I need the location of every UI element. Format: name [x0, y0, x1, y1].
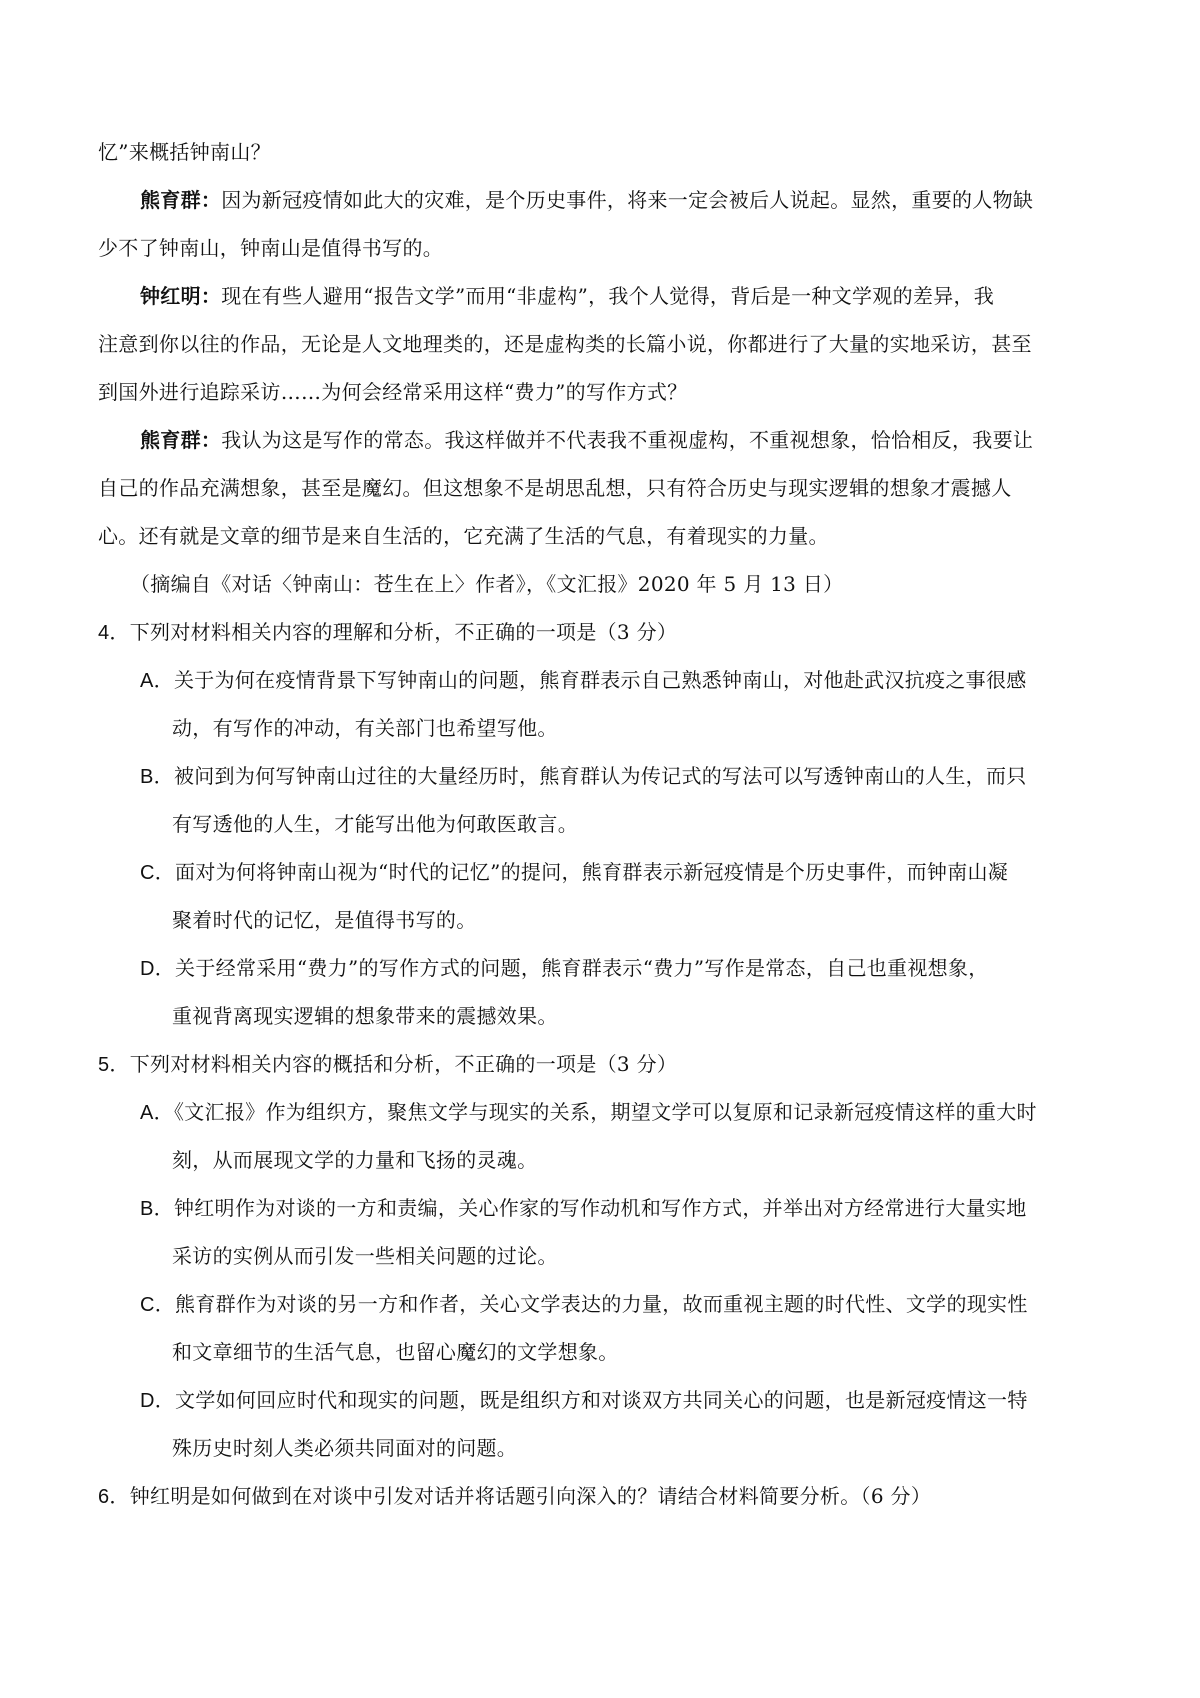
- option-text-line: 重视背离现实逻辑的想象带来的震撼效果。: [172, 1004, 558, 1028]
- question-stem: 钟红明是如何做到在对谈中引发对话并将话题引向深入的？请结合材料简要分析。（6 分）: [129, 1484, 932, 1508]
- option-letter: C．: [140, 862, 176, 884]
- option-text-line: 采访的实例从而引发一些相关问题的过论。: [172, 1244, 558, 1268]
- question-6: [98, 1482, 931, 1511]
- option-text: 面对为何将钟南山视为“时代的记忆”的提问，熊育群表示新冠疫情是个历史事件，而钟南山凝: [175, 860, 1009, 884]
- option-5c: [140, 1290, 1028, 1319]
- question-4: [98, 618, 677, 647]
- dialogue-text: 我认为这是写作的常态。我这样做并不代表我不重视虚构，不重视想象，恰恰相反，我要让: [221, 428, 1034, 452]
- dialogue-text-line: 心。还有就是文章的细节是来自生活的，它充满了生活的气息，有着现实的力量。: [98, 524, 829, 548]
- speaker-name: 熊育群：: [140, 428, 222, 452]
- option-text: 关于经常采用“费力”的写作方式的问题，熊育群表示“费力”写作是常态，自己也重视想象，: [175, 956, 989, 980]
- dialogue-turn-zhong: [140, 282, 994, 310]
- dialogue-text-line: 到国外进行追踪采访……为何会经常采用这样“费力”的写作方式？: [98, 380, 688, 404]
- option-text-line: 和文章细节的生活气息，也留心魔幻的文学想象。: [172, 1340, 619, 1364]
- option-text: 文学如何回应时代和现实的问题，既是组织方和对谈双方共同关心的问题，也是新冠疫情这一特: [175, 1388, 1028, 1412]
- option-letter: B．: [140, 1198, 174, 1220]
- option-4c: [140, 858, 1008, 887]
- dialogue-text: 现在有些人避用“报告文学”而用“非虚构”，我个人觉得，背后是一种文学观的差异，我: [221, 284, 995, 308]
- option-5b: [140, 1194, 1027, 1223]
- option-4d: [140, 954, 989, 983]
- option-4b: [140, 762, 1027, 791]
- option-5a: [140, 1098, 1037, 1127]
- option-letter: D．: [140, 958, 176, 980]
- question-number: 5．: [98, 1054, 130, 1076]
- option-text-line: 刻，从而展现文学的力量和飞扬的灵魂。: [172, 1148, 538, 1172]
- option-text-line: 动，有写作的冲动，有关部门也希望写他。: [172, 716, 558, 740]
- dialogue-text-line: 少不了钟南山，钟南山是值得书写的。: [98, 236, 444, 260]
- source-citation: （摘编自《对话〈钟南山：苍生在上〉作者》，《文汇报》2020 年 5 月 13 日）: [130, 572, 844, 596]
- dialogue-continuation: 忆”来概括钟南山？: [98, 140, 271, 164]
- option-letter: B．: [140, 766, 174, 788]
- dialogue-text-line: 注意到你以往的作品，无论是人文地理类的，还是虚构类的长篇小说，你都进行了大量的实地采访，甚至: [98, 332, 1032, 356]
- dialogue-turn-xiong-2: [140, 426, 1033, 454]
- option-letter: D．: [140, 1390, 176, 1412]
- option-text-line: 殊历史时刻人类必须共同面对的问题。: [172, 1436, 518, 1460]
- question-5: [98, 1050, 677, 1079]
- option-4a: [140, 666, 1027, 695]
- dialogue-turn-xiong-1: [140, 186, 1033, 214]
- option-5d: [140, 1386, 1028, 1415]
- option-text: 关于为何在疫情背景下写钟南山的问题，熊育群表示自己熟悉钟南山，对他赴武汉抗疫之事很感: [173, 668, 1027, 692]
- option-text: 《文汇报》作为组织方，聚焦文学与现实的关系，期望文学可以复原和记录新冠疫情这样的重大时: [173, 1100, 1037, 1124]
- option-letter: C．: [140, 1294, 176, 1316]
- question-stem: 下列对材料相关内容的理解和分析，不正确的一项是（3 分）: [129, 620, 678, 644]
- dialogue-text: 因为新冠疫情如此大的灾难，是个历史事件，将来一定会被后人说起。显然，重要的人物缺: [221, 188, 1034, 212]
- option-letter: A．: [140, 670, 174, 692]
- option-text-line: 聚着时代的记忆，是值得书写的。: [172, 908, 477, 932]
- option-text: 被问到为何写钟南山过往的大量经历时，熊育群认为传记式的写法可以写透钟南山的人生，而只: [173, 764, 1027, 788]
- question-stem: 下列对材料相关内容的概括和分析，不正确的一项是（3 分）: [129, 1052, 678, 1076]
- dialogue-text-line: 自己的作品充满想象，甚至是魔幻。但这想象不是胡思乱想，只有符合历史与现实逻辑的想象才震撼人: [98, 476, 1012, 500]
- speaker-name: 熊育群：: [140, 188, 222, 212]
- speaker-name: 钟红明：: [140, 284, 222, 308]
- option-text-line: 有写透他的人生，才能写出他为何敢医敢言。: [172, 812, 578, 836]
- question-number: 6．: [98, 1486, 130, 1508]
- option-text: 钟红明作为对谈的一方和责编，关心作家的写作动机和写作方式，并举出对方经常进行大量实地: [173, 1196, 1027, 1220]
- option-letter: A．: [140, 1102, 174, 1124]
- option-text: 熊育群作为对谈的另一方和作者，关心文学表达的力量，故而重视主题的时代性、文学的现实性: [175, 1292, 1028, 1316]
- question-number: 4．: [98, 622, 130, 644]
